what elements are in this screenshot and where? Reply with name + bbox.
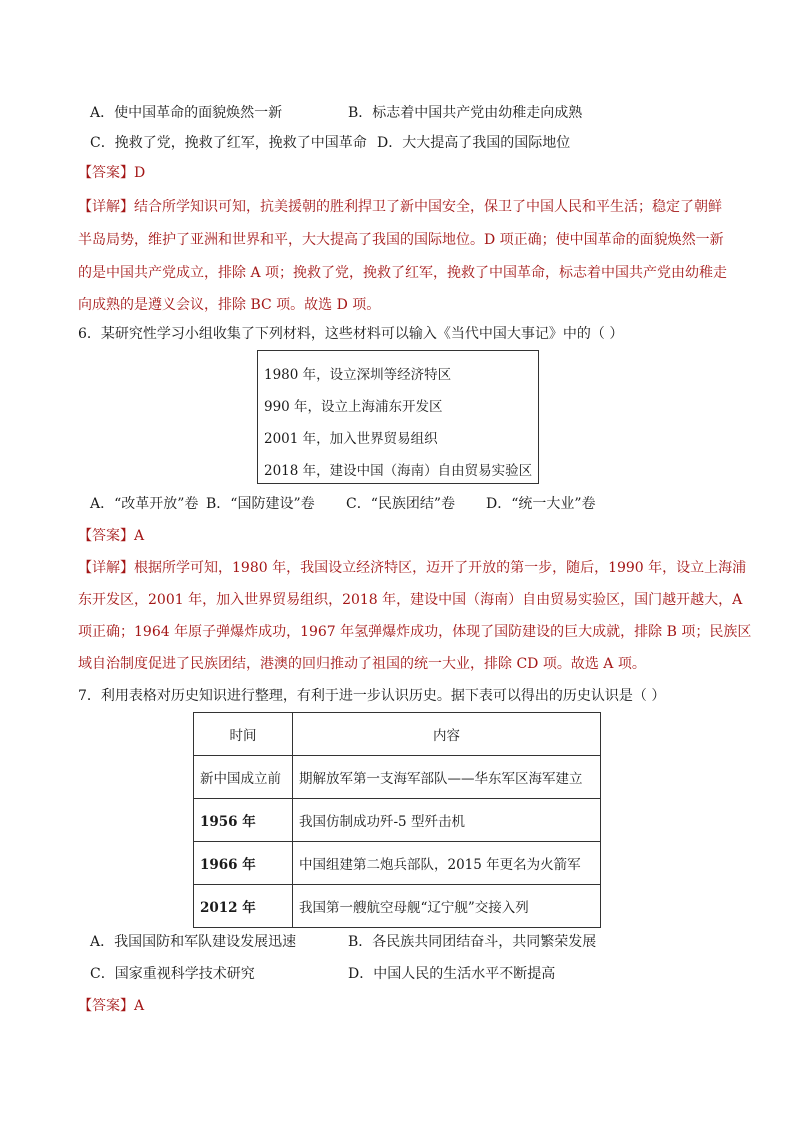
q7-answer bbox=[78, 996, 144, 1016]
answer-tag: 【答案】 bbox=[78, 528, 134, 544]
material-item: 2001 年，加入世界贸易组织 bbox=[264, 431, 438, 447]
q7-table bbox=[193, 712, 601, 928]
q6-option-a: A．“改革开放”卷 bbox=[90, 496, 199, 512]
table-cell-time: 1956 年 bbox=[194, 799, 293, 842]
q7-option-d: D．中国人民的生活水平不断提高 bbox=[348, 966, 556, 982]
q6-detail-line-1: 【详解】根据所学可知，1980 年，我国设立经济特区，迈开了开放的第一步，随后，1990 年，设立上海浦 bbox=[78, 560, 747, 576]
material-item: 990 年，设立上海浦东开发区 bbox=[264, 399, 443, 415]
table-cell-time: 2012 年 bbox=[194, 885, 293, 928]
table-cell-content: 中国组建第二炮兵部队，2015 年更名为火箭军 bbox=[293, 842, 601, 885]
answer-tag: 【答案】 bbox=[78, 998, 134, 1014]
table-cell-time: 1966 年 bbox=[194, 842, 293, 885]
q6-option-d: D．“统一大业”卷 bbox=[486, 496, 596, 512]
table-header-content: 内容 bbox=[293, 713, 601, 756]
q7-option-a: A．我国国防和军队建设发展迅速 bbox=[90, 934, 297, 950]
q5-option-d: D．大大提高了我国的国际地位 bbox=[377, 135, 571, 151]
q5-option-a: A．使中国革命的面貌焕然一新 bbox=[90, 105, 283, 121]
table-row bbox=[194, 799, 601, 842]
answer-value: A bbox=[134, 998, 145, 1014]
table-header-row bbox=[194, 713, 601, 756]
q5-option-c: C．挽救了党，挽救了红军，挽救了中国革命 bbox=[90, 135, 367, 151]
q6-detail-line-2: 东开发区，2001 年，加入世界贸易组织，2018 年，建设中国（海南）自由贸易实验区，国门越开越大，A bbox=[78, 592, 743, 608]
q6-option-b: B．“国防建设”卷 bbox=[206, 496, 315, 512]
q5-detail-line-4: 向成熟的是遵义会议，排除 BC 项。故选 D 项。 bbox=[78, 297, 381, 313]
table-row bbox=[194, 885, 601, 928]
table-cell-time: 新中国成立前 bbox=[194, 756, 293, 799]
table-cell-content: 期解放军第一支海军部队——华东军区海军建立 bbox=[293, 756, 601, 799]
answer-value: A bbox=[134, 528, 145, 544]
q7-stem: 7．利用表格对历史知识进行整理，有利于进一步认识历史。据下表可以得出的历史认识是（ ） bbox=[78, 688, 666, 704]
q6-stem: 6．某研究性学习小组收集了下列材料，这些材料可以输入《当代中国大事记》中的（ ） bbox=[78, 326, 624, 342]
table-cell-content: 我国第一艘航空母舰“辽宁舰”交接入列 bbox=[293, 885, 601, 928]
table-cell-content: 我国仿制成功歼-5 型歼击机 bbox=[293, 799, 601, 842]
detail-tag: 【详解】 bbox=[78, 199, 134, 215]
answer-value: D bbox=[134, 165, 146, 181]
q6-detail-line-3: 项正确；1964 年原子弹爆炸成功，1967 年氢弹爆炸成功，体现了国防建设的巨大成就，排除 B 项；民族区 bbox=[78, 624, 752, 640]
answer-tag: 【答案】 bbox=[78, 165, 134, 181]
q5-answer bbox=[78, 163, 145, 183]
detail-tag: 【详解】 bbox=[78, 560, 134, 576]
q5-option-b: B．标志着中国共产党由幼稚走向成熟 bbox=[348, 105, 583, 121]
q5-detail-line-3: 的是中国共产党成立，排除 A 项；挽救了党，挽救了红军，挽救了中国革命，标志着中国共产党由幼稚走 bbox=[78, 265, 728, 281]
q5-detail-line-2: 半岛局势，维护了亚洲和世界和平，大大提高了我国的国际地位。D 项正确；使中国革命的面貌焕然一新 bbox=[78, 232, 724, 248]
q7-option-b: B．各民族共同团结奋斗，共同繁荣发展 bbox=[348, 934, 597, 950]
q5-detail-line-1: 【详解】结合所学知识可知，抗美援朝的胜利捍卫了新中国安全，保卫了中国人民和平生活；稳定了朝鲜 bbox=[78, 199, 722, 215]
q6-answer bbox=[78, 526, 144, 546]
table-row bbox=[194, 842, 601, 885]
q6-detail-line-4: 域自治制度促进了民族团结，港澳的回归推动了祖国的统一大业，排除 CD 项。故选 A 项。 bbox=[78, 656, 646, 672]
table-row bbox=[194, 756, 601, 799]
material-item: 1980 年，设立深圳等经济特区 bbox=[264, 367, 452, 383]
q6-material-box bbox=[257, 350, 539, 484]
q6-option-c: C．“民族团结”卷 bbox=[346, 496, 456, 512]
q7-option-c: C．国家重视科学技术研究 bbox=[90, 966, 255, 982]
material-item: 2018 年，建设中国（海南）自由贸易实验区 bbox=[264, 463, 533, 479]
table-header-time: 时间 bbox=[194, 713, 293, 756]
